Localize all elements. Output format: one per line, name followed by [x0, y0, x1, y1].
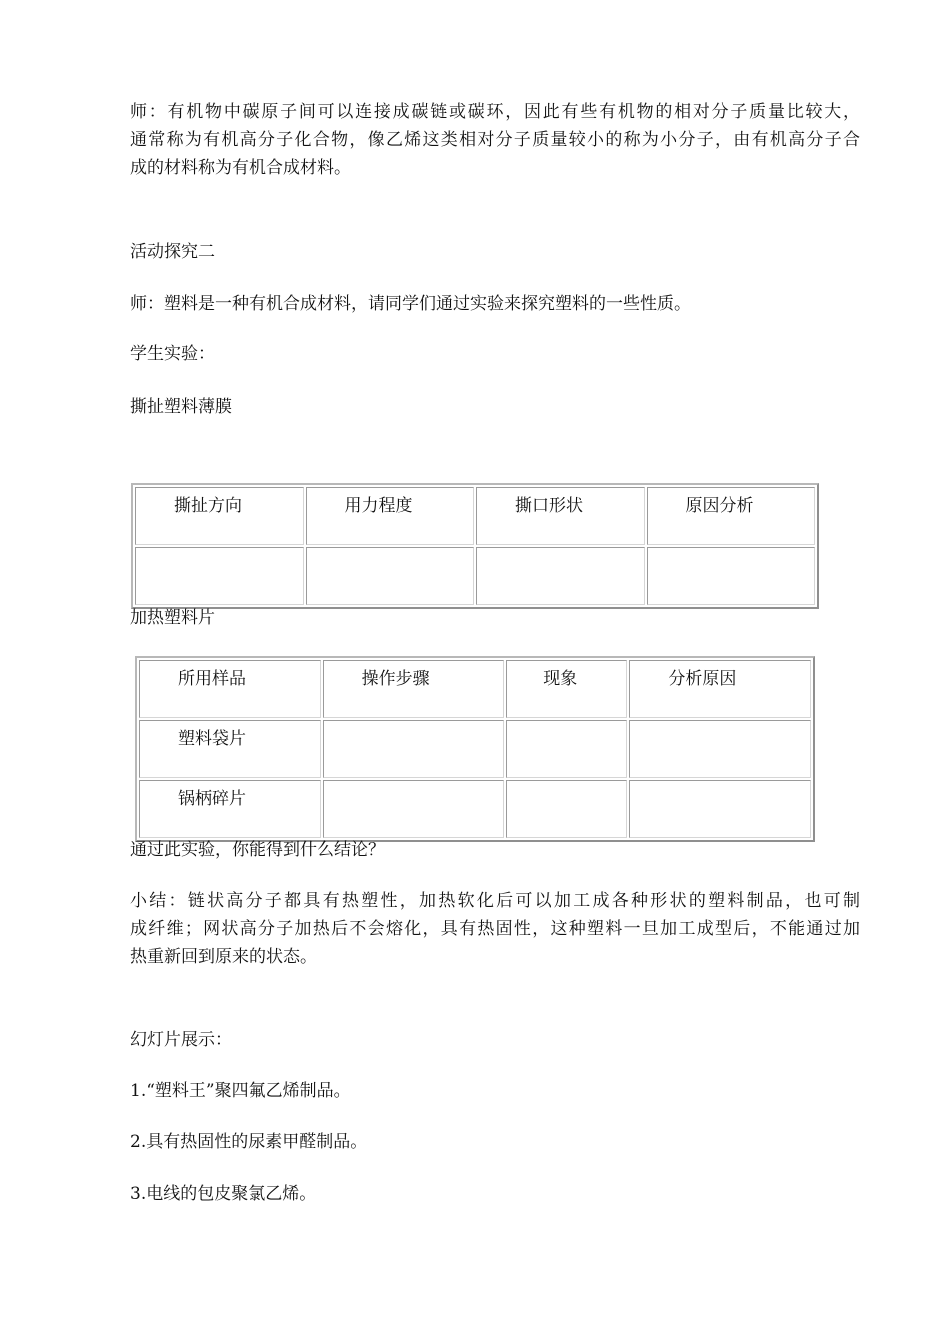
table-header-cell	[135, 487, 304, 545]
table-header-row	[139, 660, 811, 718]
table-cell	[306, 547, 475, 605]
table-cell	[323, 720, 505, 778]
header-text: 所用样品	[178, 669, 246, 689]
table-cell	[629, 720, 811, 778]
text-line: 师：有机物中碳原子间可以连接成碳链或碳环，因此有些有机物的相对分子质量比较大，	[130, 102, 860, 122]
header-text: 分析原因	[668, 669, 737, 689]
cell-text: 塑料袋片	[178, 729, 246, 749]
header-text: 原因分析	[685, 496, 754, 516]
slide-item: 1.“塑料王”聚四氟乙烯制品。	[130, 1081, 351, 1101]
header-text: 操作步骤	[361, 669, 430, 689]
table-cell	[506, 720, 627, 778]
text-line: 小结：链状高分子都具有热塑性，加热软化后可以加工成各种形状的塑料制品，也可制	[130, 891, 860, 911]
table-header-cell	[647, 487, 816, 545]
cell-text: 锅柄碎片	[178, 789, 246, 809]
activity-title: 活动探究二	[130, 242, 215, 262]
heat-sheet-table	[135, 656, 815, 842]
text-line: 成纤维；网状高分子加热后不会熔化，具有热固性，这种塑料一旦加工成型后，不能通过加	[130, 919, 860, 939]
table-row	[139, 780, 811, 838]
slides-title: 幻灯片展示：	[130, 1030, 232, 1050]
table-cell	[139, 780, 321, 838]
table-cell	[323, 780, 505, 838]
table-header-row	[135, 487, 815, 545]
question-text: 通过此实验，你能得到什么结论？	[130, 840, 385, 860]
text-line: 热重新回到原来的状态。	[130, 947, 317, 967]
tear-film-heading: 撕扯塑料薄膜	[130, 397, 232, 417]
table-header-cell	[323, 660, 505, 718]
header-text: 撕口形状	[515, 496, 583, 516]
slide-item: 3.电线的包皮聚氯乙烯。	[130, 1184, 317, 1204]
table-row	[135, 547, 815, 605]
table-cell	[506, 780, 627, 838]
teacher-intro-paragraph	[130, 98, 860, 182]
student-experiment-label: 学生实验：	[130, 344, 215, 364]
table-row	[139, 720, 811, 778]
heat-sheet-heading: 加热塑料片	[130, 608, 215, 628]
table-cell	[647, 547, 816, 605]
tear-film-table	[131, 483, 819, 609]
table-header-cell	[629, 660, 811, 718]
table-cell	[629, 780, 811, 838]
header-text: 现象	[543, 669, 578, 689]
teacher-plastic-paragraph: 师：塑料是一种有机合成材料，请同学们通过实验来探究塑料的一些性质。	[130, 294, 691, 314]
table-cell	[139, 720, 321, 778]
table-cell	[135, 547, 304, 605]
table-header-cell	[139, 660, 321, 718]
table-cell	[476, 547, 645, 605]
table-header-cell	[306, 487, 475, 545]
text-line: 通常称为有机高分子化合物，像乙烯这类相对分子质量较小的称为小分子，由有机高分子合	[130, 130, 860, 150]
table-header-cell	[506, 660, 627, 718]
slide-item: 2.具有热固性的尿素甲醛制品。	[130, 1132, 368, 1152]
table-header-cell	[476, 487, 645, 545]
header-text: 用力程度	[344, 496, 413, 516]
summary-paragraph	[130, 887, 860, 971]
header-text: 撕扯方向	[174, 496, 242, 516]
text-line: 成的材料称为有机合成材料。	[130, 158, 351, 178]
